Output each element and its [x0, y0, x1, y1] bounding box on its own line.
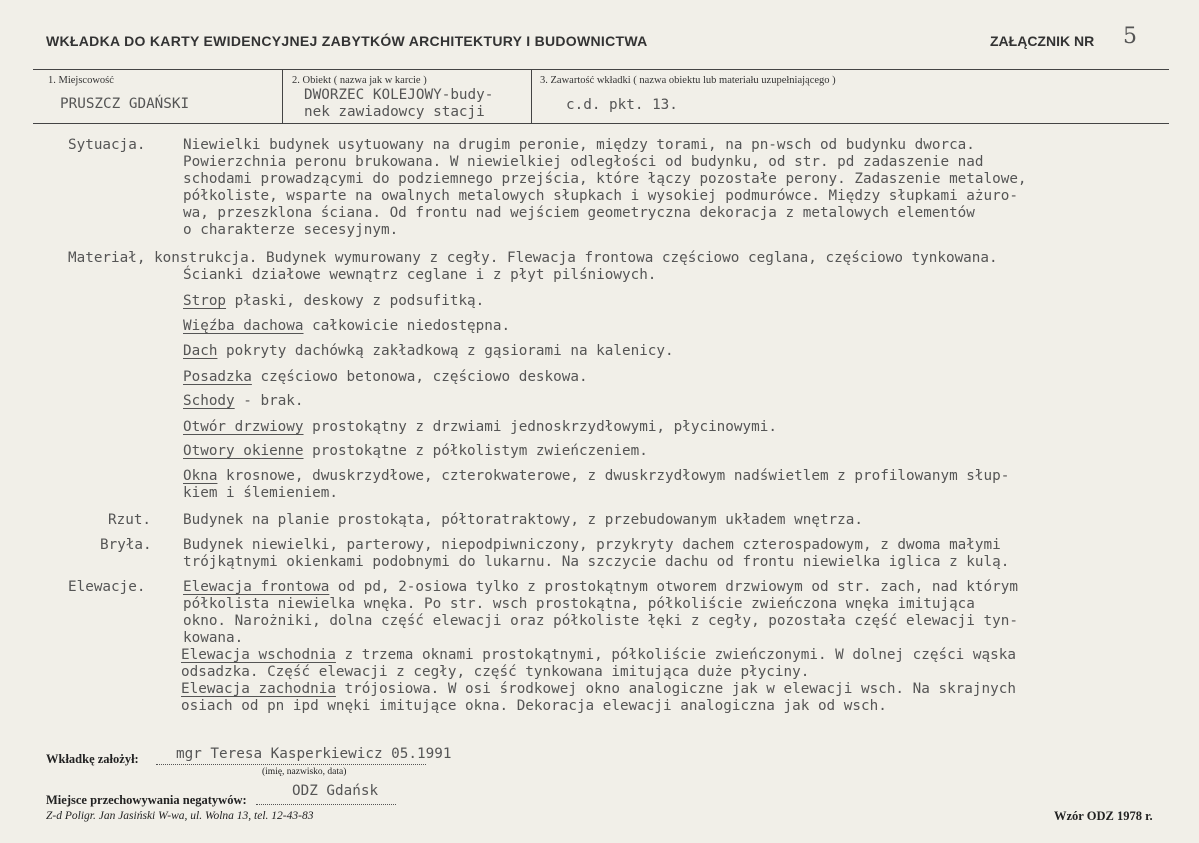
text-line: kowana. [183, 630, 244, 646]
item-text: trójosiowa. W osi środkowej okno analogiczne jak w elewacji wsch. Na skrajnych [335, 681, 1016, 697]
heading-posadzka: Posadzka [183, 369, 252, 385]
printer-info: Z-d Poligr. Jan Jasiński W-wa, ul. Wolna 13, tel. 12-43-83 [46, 810, 314, 822]
item-wiezba [183, 318, 510, 334]
field-3-value: c.d. pkt. 13. [566, 97, 678, 113]
text-line: trójkątnymi okienkami podobnymi do lukarnu. Na szczycie dachu od frontu niewielka iglica z kulą. [183, 554, 1010, 570]
label-rzut: Rzut. [108, 512, 152, 528]
field-2-label: 2. Obiekt ( nazwa jak w karcie ) [292, 75, 427, 86]
form-title: WKŁADKA DO KARTY EWIDENCYJNEJ ZABYTKÓW ARCHITEKTURY I BUDOWNICTWA [46, 33, 648, 49]
field-1-label: 1. Miejscowość [48, 75, 114, 86]
item-elewacja-wschodnia [181, 647, 1016, 663]
item-text: - brak. [234, 393, 304, 409]
form-template-id: Wzór ODZ 1978 r. [1054, 809, 1153, 823]
negatives-value: ODZ Gdańsk [292, 783, 379, 799]
author-value: mgr Teresa Kasperkiewicz 05.1991 [176, 746, 452, 762]
text-line: Niewielki budynek usytuowany na drugim peronie, między torami, na pn-wsch od budynku dworca. [183, 137, 975, 153]
label-sytuacja: Sytuacja. [68, 137, 146, 153]
text-line: Budynek na planie prostokąta, półtoratraktowy, z przebudowanym układem wnętrza. [183, 512, 863, 528]
text-line: okno. Narożniki, dolna część elewacji oraz półkoliste łęki z cegły, pozostała część elewacji tyn- [183, 613, 1018, 629]
heading-otwory-okienne: Otwory okienne [183, 443, 304, 459]
heading-wiezba: Więźba dachowa [183, 318, 304, 334]
heading-otwor-drzwiowy: Otwór drzwiowy [183, 419, 304, 435]
negatives-label: Miejsce przechowywania negatywów: [46, 793, 247, 807]
item-text: częściowo betonowa, częściowo deskowa. [251, 369, 588, 385]
item-text: pokryty dachówką zakładkową z gąsiorami na kalenicy. [217, 343, 674, 359]
item-otwor [183, 419, 777, 435]
text-line: Budynek niewielki, parterowy, niepodpiwniczony, przykryty dachem czterospadowym, z dwoma małymi [183, 537, 1001, 553]
item-text: płaski, deskowy z podsufitką. [226, 293, 485, 309]
item-text: całkowicie niedostępna. [303, 318, 511, 334]
label-bryla: Bryła. [100, 537, 152, 553]
field-3-label: 3. Zawartość wkładki ( nazwa obiektu lub materiału uzupełniającego ) [540, 75, 836, 86]
field-2-value-line-1: DWORZEC KOLEJOWY-budy- [304, 87, 494, 103]
field-2-value-line-2: nek zawiadowcy stacji [304, 104, 485, 120]
text-line: wa, przeszklona ściana. Od frontu nad wejściem geometryczna dekoracja z metalowych elementów [183, 205, 975, 221]
item-text: z trzema oknami prostokątnymi, półkoliście zwieńczonymi. W dolnej części wąska [335, 647, 1016, 663]
field-divider-2 [531, 69, 532, 124]
field-1-value: PRUSZCZ GDAŃSKI [60, 96, 190, 112]
text-line: półkoliste, wsparte na owalnych metalowych słupkach i wysokiej podmurówce. Między słupkami ażuro- [183, 188, 1018, 204]
text-line: Ścianki działowe wewnątrz ceglane i z płyt pilśniowych. [183, 267, 657, 283]
attachment-number: 5 [1123, 24, 1137, 49]
text-line: odsadzka. Część elewacji z cegły, część tynkowana imitująca duże płyciny. [181, 664, 810, 680]
label-elewacje: Elewacje. [68, 579, 146, 595]
text-line: Materiał, konstrukcja. Budynek wymurowany z cegły. Flewacja frontowa częściowo ceglana, częściowo tynkowana. [68, 250, 998, 266]
item-otwory [183, 443, 648, 459]
text-line: o charakterze secesyjnym. [183, 222, 399, 238]
heading-elewacja-zachodnia: Elewacja zachodnia [181, 681, 336, 697]
item-okna [183, 468, 1009, 484]
text-line: półkolista niewielka wnęka. Po str. wsch prostokątna, półkoliście zwieńczona wnęka imitująca [183, 596, 975, 612]
item-posadzka [183, 369, 588, 385]
heading-dach: Dach [183, 343, 218, 359]
heading-strop: Strop [183, 293, 227, 309]
item-text: od pd, 2-osiowa tylko z prostokątnym otworem drzwiowym od str. zach, nad którym [329, 579, 1018, 595]
item-text: prostokątne z półkolistym zwieńczeniem. [303, 443, 648, 459]
author-hint: (imię, nazwisko, data) [262, 767, 347, 777]
item-text: prostokątny z drzwiami jednoskrzydłowymi, płycinowymi. [303, 419, 777, 435]
heading-elewacja-frontowa: Elewacja frontowa [183, 579, 330, 595]
author-dotted-line [156, 764, 426, 765]
text-line: osiach od pn ipd wnęki imitujące okna. Dekoracja elewacji analogiczna jak od wsch. [181, 698, 887, 714]
text-line: schodami prowadzącymi do podziemnego przejścia, które łączy pozostałe perony. Zadaszenie metalowe, [183, 171, 1027, 187]
author-label: Wkładkę założył: [46, 752, 139, 766]
text-line: Powierzchnia peronu brukowana. W niewielkiej odległości od budynku, od str. pd zadaszenie nad [183, 154, 984, 170]
heading-elewacja-wschodnia: Elewacja wschodnia [181, 647, 336, 663]
negatives-dotted-line [256, 804, 396, 805]
item-schody [183, 393, 304, 409]
item-strop [183, 293, 484, 309]
attachment-label: ZAŁĄCZNIK NR [990, 33, 1095, 49]
field-divider-1 [282, 69, 283, 124]
item-text: krosnowe, dwuskrzydłowe, czterokwaterowe, z dwuskrzydłowym nadświetlem z profilowanym słup- [217, 468, 1010, 484]
item-elewacja-zachodnia [181, 681, 1016, 697]
text-line: kiem i ślemieniem. [183, 485, 338, 501]
item-elewacja-frontowa [183, 579, 1018, 595]
heading-okna: Okna [183, 468, 218, 484]
heading-schody: Schody [183, 393, 235, 409]
item-dach [183, 343, 674, 359]
